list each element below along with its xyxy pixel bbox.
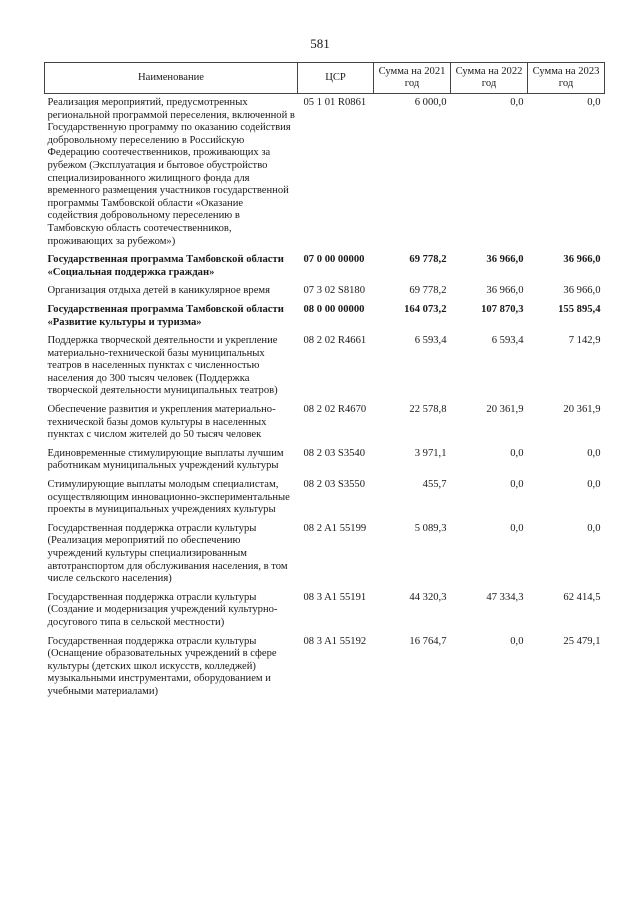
row-sum-2022-cell: 36 966,0 bbox=[486, 285, 524, 297]
row-sum-2023-cell: 0,0 bbox=[587, 522, 601, 534]
table-row bbox=[45, 633, 605, 702]
row-sum-2022-cell: 36 966,0 bbox=[486, 254, 524, 266]
row-name-cell: Государственная поддержка отрасли культуры (Реализация мероприятий по обеспечению учреждений культуры специализированным автотранспортом для обслуживания населения, в том числе сельского населения) bbox=[47, 522, 288, 585]
row-sum-2022-cell: 107 870,3 bbox=[481, 303, 524, 315]
table-row bbox=[45, 301, 605, 332]
row-sum-2022-cell: 20 361,9 bbox=[486, 404, 524, 416]
row-code-cell: 08 3 A1 55192 bbox=[303, 635, 367, 647]
header-name: Наименование bbox=[45, 63, 298, 94]
row-code-cell: 07 3 02 S8180 bbox=[303, 285, 366, 297]
row-sum-2021-cell: 44 320,3 bbox=[409, 591, 447, 603]
row-sum-2022-cell: 0,0 bbox=[510, 97, 524, 108]
row-name-cell: Поддержка творческой деятельности и укрепление материально-технической базы муниципальных театров в населенных пунктах с численностью населения до 300 тысяч человек (Поддержка творческой деятельности муниципальных театров) bbox=[47, 335, 278, 397]
budget-table bbox=[44, 62, 605, 702]
header-code: ЦСР bbox=[298, 63, 374, 94]
row-name-cell: Единовременные стимулирующие выплаты лучшим работникам муниципальных учреждений культуры bbox=[47, 447, 284, 472]
row-sum-2021-cell: 16 764,7 bbox=[409, 635, 447, 647]
row-name-cell: Государственная поддержка отрасли культуры (Оснащение образовательных учреждений в сфере культуры (детских школ искусств, колледжей) музыкальными инструментами, оборудованием и учебными материалами) bbox=[47, 635, 277, 697]
table-row bbox=[45, 445, 605, 476]
row-sum-2022-cell: 6 593,4 bbox=[491, 335, 524, 347]
row-sum-2021-cell: 164 073,2 bbox=[404, 303, 447, 315]
row-name-cell: Государственная поддержка отрасли культуры (Создание и модернизация учреждений культурно-досугового типа в сельской местности) bbox=[47, 591, 278, 628]
row-sum-2023-cell: 0,0 bbox=[587, 447, 601, 459]
row-name-cell: Реализация мероприятий, предусмотренных региональной программой переселения, включенной в Государственную программу по оказанию содействия добровольному переселению в Российскую Федерацию соотечественников, проживающих за рубежом (Эксплуатация и бытовое обустройство специализированного жилищного фонда для временного размещения участников государственной программы Тамбовской области «Оказание содействия добровольному переселению в Тамбовскую область соотечественников, проживающих за рубежом») bbox=[47, 97, 295, 247]
table-row bbox=[45, 282, 605, 301]
page-number: 581 bbox=[310, 36, 330, 51]
row-code-cell: 08 2 A1 55199 bbox=[303, 522, 367, 534]
header-sum-2023: Сумма на 2023 год bbox=[528, 63, 605, 94]
row-sum-2021-cell: 3 971,1 bbox=[414, 447, 447, 459]
table-row bbox=[45, 332, 605, 401]
table-body bbox=[45, 94, 605, 702]
row-sum-2022-cell: 0,0 bbox=[510, 447, 524, 459]
row-sum-2023-cell: 0,0 bbox=[587, 97, 601, 108]
row-name-cell: Государственная программа Тамбовской области «Развитие культуры и туризма» bbox=[47, 303, 284, 328]
row-sum-2023-cell: 62 414,5 bbox=[563, 591, 601, 603]
row-sum-2022-cell: 47 334,3 bbox=[486, 591, 524, 603]
row-sum-2022-cell: 0,0 bbox=[510, 522, 524, 534]
row-sum-2023-cell: 25 479,1 bbox=[563, 635, 601, 647]
table-row bbox=[45, 476, 605, 520]
row-sum-2022-cell: 0,0 bbox=[510, 635, 524, 647]
row-sum-2021-cell: 6 593,4 bbox=[414, 335, 447, 347]
row-sum-2023-cell: 7 142,9 bbox=[568, 335, 601, 347]
row-sum-2021-cell: 5 089,3 bbox=[414, 522, 447, 534]
row-name-cell: Организация отдыха детей в каникулярное время bbox=[47, 285, 270, 297]
row-sum-2021-cell: 455,7 bbox=[422, 479, 447, 491]
row-sum-2023-cell: 155 895,4 bbox=[558, 303, 601, 315]
table-row bbox=[45, 520, 605, 589]
table-row bbox=[45, 251, 605, 282]
row-name-cell: Обеспечение развития и укрепления материально-технической базы домов культуры в населенных пунктах с числом жителей до 50 тысяч человек bbox=[47, 404, 276, 441]
row-sum-2021-cell: 22 578,8 bbox=[409, 404, 447, 416]
table-row bbox=[45, 401, 605, 445]
row-sum-2023-cell: 36 966,0 bbox=[563, 254, 601, 266]
row-code-cell: 08 0 00 00000 bbox=[303, 303, 365, 315]
row-code-cell: 07 0 00 00000 bbox=[303, 254, 365, 266]
row-code-cell: 08 2 02 R4661 bbox=[303, 335, 367, 347]
row-sum-2021-cell: 6 000,0 bbox=[414, 97, 447, 108]
row-sum-2021-cell: 69 778,2 bbox=[409, 254, 447, 266]
row-sum-2023-cell: 20 361,9 bbox=[563, 404, 601, 416]
row-name-cell: Стимулирующие выплаты молодым специалистам, осуществляющим инновационно-экспериментальные проекты в муниципальных учреждениях культуры bbox=[47, 479, 290, 516]
header-sum-2022: Сумма на 2022 год bbox=[451, 63, 528, 94]
row-code-cell: 08 2 02 R4670 bbox=[303, 404, 367, 416]
row-name-cell: Государственная программа Тамбовской области «Социальная поддержка граждан» bbox=[47, 254, 284, 278]
table-row bbox=[45, 94, 605, 252]
row-sum-2021-cell: 69 778,2 bbox=[409, 285, 447, 297]
row-sum-2023-cell: 0,0 bbox=[587, 479, 601, 491]
header-row bbox=[45, 63, 605, 94]
row-code-cell: 05 1 01 R0861 bbox=[303, 97, 367, 108]
table-header bbox=[45, 63, 605, 94]
row-code-cell: 08 3 A1 55191 bbox=[303, 591, 367, 603]
table-row bbox=[45, 589, 605, 633]
row-sum-2022-cell: 0,0 bbox=[510, 479, 524, 491]
row-code-cell: 08 2 03 S3540 bbox=[303, 447, 366, 459]
header-sum-2021: Сумма на 2021 год bbox=[374, 63, 451, 94]
row-code-cell: 08 2 03 S3550 bbox=[303, 479, 366, 491]
row-sum-2023-cell: 36 966,0 bbox=[563, 285, 601, 297]
